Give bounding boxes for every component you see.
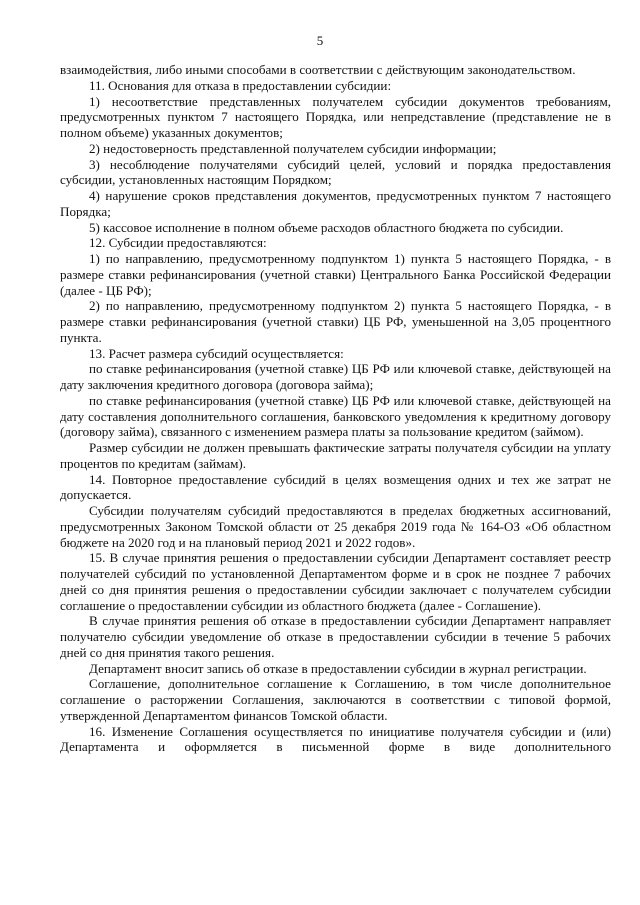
- paragraph: 4) нарушение сроков представления документов, предусмотренных пунктом 7 настоящего Порядка;: [60, 188, 611, 219]
- paragraph: 15. В случае принятия решения о предоставлении субсидии Департамент составляет реестр получателей субсидий по установленной Департаментом форме и в срок не позднее 7 рабочих дней со дня принятия решения о предоставлении субсидии заключает с получателем субсидии соглашение о предоставлении субсидии из областного бюджета (далее - Соглашение).: [60, 550, 611, 613]
- paragraph: 16. Изменение Соглашения осуществляется по инициативе получателя субсидии и (или) Департамента и оформляется в письменной форме в виде дополнительного: [60, 723, 611, 755]
- paragraph: 5) кассовое исполнение в полном объеме расходов областного бюджета по субсидии.: [89, 219, 564, 235]
- paragraph: Размер субсидии не должен превышать фактические затраты получателя субсидии на уплату процентов по кредитам (займам).: [60, 440, 611, 471]
- page-number: 5: [316, 33, 324, 48]
- paragraph: 13. Расчет размера субсидий осуществляется:: [89, 345, 344, 361]
- paragraph: 3) несоблюдение получателями субсидий целей, условий и порядка предоставления субсидии, установленных настоящим Порядком;: [60, 156, 611, 188]
- paragraph: Субсидии получателям субсидий предоставляются в пределах бюджетных ассигнований, предусмотренных Законом Томской области от 25 декабря 2019 года № 164-ОЗ «Об областном бюджете на 2020 год и на плановый период 2021 и 2022 годов».: [60, 503, 611, 550]
- paragraph: 2) недостоверность представленной получателем субсидии информации;: [89, 140, 497, 156]
- paragraph: по ставке рефинансирования (учетной ставке) ЦБ РФ или ключевой ставке, действующей на дату заключения кредитного договора (договора займа);: [60, 361, 611, 392]
- paragraph: по ставке рефинансирования (учетной ставке) ЦБ РФ или ключевой ставке, действующей на дату составления дополнительного соглашения, банковского уведомления к кредитному договору (договору займа), связанного с изменением размера платы за пользование кредитом (займом).: [60, 392, 611, 440]
- paragraph: Департамент вносит запись об отказе в предоставлении субсидии в журнал регистрации.: [89, 660, 587, 676]
- paragraph: В случае принятия решения об отказе в предоставлении субсидии Департамент направляет получателю субсидии уведомление об отказе в предоставлении субсидии в течение 5 рабочих дней со дня принятия такого решения.: [60, 613, 611, 660]
- paragraph: 1) несоответствие представленных получателем субсидии документов требованиям, предусмотренных пунктом 7 настоящего Порядка, или непредставление (представление не в полном объеме) указанных документов;: [60, 93, 611, 140]
- paragraph: взаимодействия, либо иными способами в соответствии с действующим законодательством.: [60, 62, 576, 77]
- paragraph: 12. Субсидии предоставляются:: [89, 235, 267, 251]
- paragraph: 1) по направлению, предусмотренному подпунктом 1) пункта 5 настоящего Порядка, - в размере ставки рефинансирования (учетной ставки) Центрального Банка Российской Федерации (далее - ЦБ РФ);: [60, 251, 611, 298]
- document-body: [60, 62, 611, 755]
- paragraph: Соглашение, дополнительное соглашение к Соглашению, в том числе дополнительное соглашение о расторжении Соглашения, заключаются в соответствии с типовой формой, утвержденной Департаментом финансов Томской области.: [60, 676, 611, 723]
- paragraph: 2) по направлению, предусмотренному подпунктом 2) пункта 5 настоящего Порядка, - в размере ставки рефинансирования (учетной ставки) ЦБ РФ, уменьшенной на 3,05 процентного пункта.: [60, 298, 611, 345]
- paragraph: 14. Повторное предоставление субсидий в целях возмещения одних и тех же затрат не допускается.: [60, 471, 611, 503]
- paragraph: 11. Основания для отказа в предоставлении субсидии:: [89, 77, 392, 93]
